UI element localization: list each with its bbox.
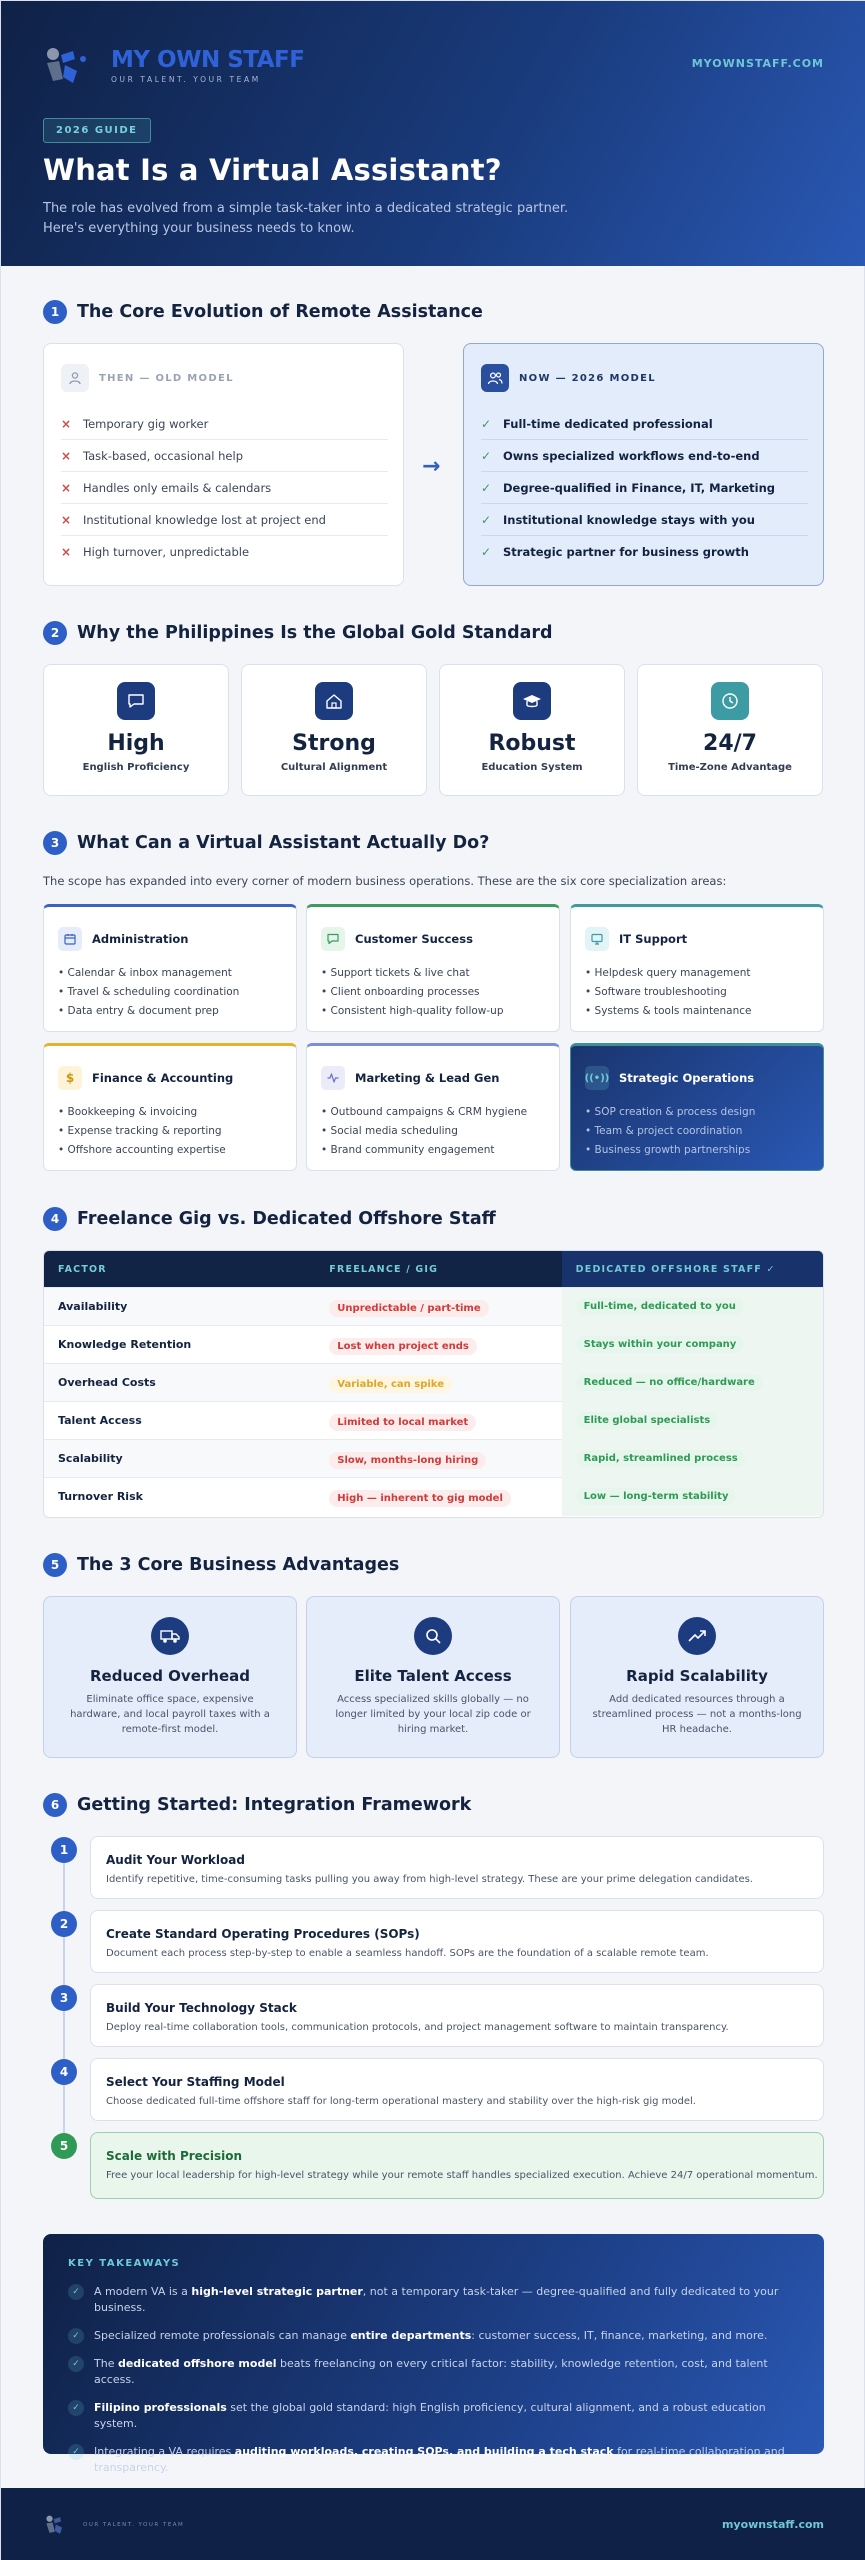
- chat-icon: [321, 927, 345, 951]
- table-row: [44, 1287, 823, 1325]
- step-title: Scale with Precision: [106, 2149, 243, 2163]
- activity-icon: [321, 1066, 345, 1090]
- step-card: [90, 1910, 824, 1973]
- brand-logo[interactable]: [43, 45, 304, 87]
- step-card: [90, 1836, 824, 1899]
- column-header: FREELANCE / GIG: [329, 1263, 439, 1275]
- cross-icon: ×: [61, 448, 72, 463]
- step-card: [90, 2058, 824, 2121]
- advantage-card: [570, 1596, 824, 1758]
- list-item: × Task-based, occasional help: [61, 440, 388, 472]
- section-title: What Can a Virtual Assistant Actually Do?: [77, 833, 490, 853]
- site-link[interactable]: MYOWNSTAFF.COM: [691, 57, 824, 70]
- check-icon: ✓: [481, 545, 492, 559]
- table-row: [44, 1363, 823, 1401]
- cross-icon: ×: [61, 512, 72, 527]
- hero-header: [1, 1, 865, 266]
- stat-label: Time-Zone Advantage: [668, 762, 792, 773]
- list-item: • Travel & scheduling coordination: [58, 986, 239, 1005]
- list-item: • Team & project coordination: [585, 1125, 755, 1144]
- footer: [1, 2488, 865, 2560]
- column-header: FACTOR: [58, 1263, 107, 1275]
- logo-mark-icon: [43, 2514, 77, 2536]
- footer-site-link[interactable]: myownstaff.com: [721, 2518, 824, 2531]
- table-row: [44, 1401, 823, 1439]
- service-title: IT Support: [619, 932, 688, 946]
- arrow-right-icon: →: [422, 454, 441, 479]
- section-2-heading: [43, 621, 553, 645]
- section-number: 1: [43, 300, 67, 324]
- factor-cell: Scalability: [58, 1452, 123, 1465]
- trend-up-icon: [678, 1617, 716, 1655]
- cross-icon: ×: [61, 416, 72, 431]
- section-number: 2: [43, 621, 67, 645]
- advantage-title: Elite Talent Access: [354, 1667, 512, 1685]
- check-icon: ✓: [68, 2400, 84, 2416]
- step-number: 1: [51, 1837, 77, 1863]
- monitor-icon: [585, 927, 609, 951]
- takeaways-list: [68, 2284, 798, 2488]
- comparison-table: [43, 1250, 824, 1518]
- list-item: ✓ Institutional knowledge stays with you: [481, 504, 808, 536]
- step-desc: Deploy real-time collaboration tools, communication protocols, and project management software to maintain transparency.: [106, 2022, 729, 2033]
- logo-mark-icon: [43, 45, 103, 87]
- advantage-card: [43, 1596, 297, 1758]
- list-item: • Data entry & document prep: [58, 1005, 239, 1024]
- gig-value: Variable, can spike: [329, 1376, 452, 1393]
- footer-logo[interactable]: [43, 2514, 184, 2536]
- service-card-marketing: [306, 1043, 560, 1171]
- list-item: • Systems & tools maintenance: [585, 1005, 752, 1024]
- gig-value: High — inherent to gig model: [329, 1490, 511, 1507]
- now-list: [481, 408, 808, 568]
- check-icon: ✓: [481, 416, 492, 431]
- staff-value: Rapid, streamlined process: [576, 1450, 746, 1467]
- column-header: DEDICATED OFFSHORE STAFF ✓: [562, 1251, 823, 1287]
- service-card-finance: [43, 1043, 297, 1171]
- user-icon: [61, 364, 89, 392]
- page-subtitle: The role has evolved from a simple task-taker into a dedicated strategic partner. Here's everything your business needs to know.: [43, 201, 569, 236]
- list-item: • Consistent high-quality follow-up: [321, 1005, 504, 1024]
- section-number: 4: [43, 1207, 67, 1231]
- staff-value: Elite global specialists: [576, 1412, 719, 1429]
- gig-value: Lost when project ends: [329, 1338, 477, 1355]
- advantage-title: Rapid Scalability: [626, 1667, 768, 1685]
- step-number: 3: [51, 1985, 77, 2011]
- step-desc: Choose dedicated full-time offshore staff for long-term operational mastery and stability over the high-risk gig model.: [106, 2096, 696, 2107]
- advantage-desc: Add dedicated resources through a streamlined process — not a months-long HR headache.: [592, 1694, 802, 1735]
- check-icon: ✓: [68, 2284, 84, 2300]
- search-icon: [414, 1617, 452, 1655]
- list-item: • Helpdesk query management: [585, 967, 752, 986]
- section-title: Freelance Gig vs. Dedicated Offshore Staff: [77, 1209, 496, 1229]
- table-row: [44, 1325, 823, 1363]
- service-card-strategic-ops: [570, 1043, 824, 1171]
- step-title: Select Your Staffing Model: [106, 2075, 285, 2089]
- then-label: THEN — OLD MODEL: [99, 372, 234, 384]
- clock-icon: [711, 682, 749, 720]
- now-label: NOW — 2026 MODEL: [519, 372, 656, 384]
- then-model-card: [43, 343, 404, 586]
- list-item: • Calendar & inbox management: [58, 967, 239, 986]
- check-icon: ✓: [481, 448, 492, 463]
- footer-tagline: OUR TALENT. YOUR TEAM: [83, 2522, 185, 2528]
- table-header: [44, 1251, 823, 1287]
- list-item: • Software troubleshooting: [585, 986, 752, 1005]
- truck-icon: [151, 1617, 189, 1655]
- section-4-heading: [43, 1207, 496, 1231]
- table-row: [44, 1439, 823, 1477]
- list-item: ✓ Degree-qualified in Finance, IT, Marketing: [481, 472, 808, 504]
- chat-icon: [117, 682, 155, 720]
- takeaway-item: ✓ A modern VA is a high-level strategic partner, not a temporary task-taker — degree-qualified and fully dedicated to your business.: [68, 2284, 798, 2316]
- factor-cell: Turnover Risk: [58, 1490, 143, 1503]
- section-6-heading: [43, 1793, 471, 1817]
- step-title: Create Standard Operating Procedures (SOPs): [106, 1927, 420, 1941]
- service-title: Customer Success: [355, 932, 473, 946]
- brand-tagline: OUR TALENT. YOUR TEAM: [111, 74, 261, 84]
- list-item: • Social media scheduling: [321, 1125, 527, 1144]
- service-card-it-support: [570, 904, 824, 1032]
- cross-icon: ×: [61, 480, 72, 495]
- list-item: • Bookkeeping & invoicing: [58, 1106, 226, 1125]
- now-model-card: [463, 343, 824, 586]
- list-item: • Brand community engagement: [321, 1144, 527, 1163]
- check-icon: ✓: [68, 2328, 84, 2344]
- step-desc: Free your local leadership for high-level strategy while your remote staff handles specialized execution. Achieve 24/7 operational momentum.: [106, 2170, 818, 2181]
- service-title: Finance & Accounting: [92, 1071, 234, 1085]
- factor-cell: Availability: [58, 1300, 128, 1313]
- list-item: ✓ Strategic partner for business growth: [481, 545, 749, 559]
- list-item: • Client onboarding processes: [321, 986, 504, 1005]
- calendar-icon: [58, 927, 82, 951]
- step-card: [90, 2132, 824, 2199]
- list-item: • Outbound campaigns & CRM hygiene: [321, 1106, 527, 1125]
- step-number: 5: [51, 2133, 77, 2159]
- gig-value: Unpredictable / part-time: [329, 1300, 488, 1317]
- list-item: • Offshore accounting expertise: [58, 1144, 226, 1163]
- section-1-heading: [43, 300, 483, 324]
- section-title: Why the Philippines Is the Global Gold Standard: [77, 623, 553, 643]
- check-icon: ✓: [481, 480, 492, 495]
- list-item: • SOP creation & process design: [585, 1106, 755, 1125]
- section-number: 5: [43, 1553, 67, 1577]
- section-title: Getting Started: Integration Framework: [77, 1795, 472, 1815]
- service-title: Strategic Operations: [619, 1071, 755, 1085]
- advantage-desc: Eliminate office space, expensive hardware, and local payroll taxes with a remote-first model.: [70, 1694, 270, 1735]
- section-title: The Core Evolution of Remote Assistance: [77, 302, 483, 322]
- step-desc: Identify repetitive, time-consuming tasks pulling you away from high-level strategy. These are your prime delegation candidates.: [106, 1874, 753, 1885]
- section-intro: The scope has expanded into every corner of modern business operations. These are the six core specialization areas:: [43, 874, 727, 888]
- takeaway-item: ✓ Specialized remote professionals can manage entire departments: customer success, IT, finance, marketing, and more.: [68, 2328, 798, 2344]
- staff-value: Stays within your company: [576, 1336, 745, 1353]
- advantage-card: [306, 1596, 560, 1758]
- list-item: ✓ Owns specialized workflows end-to-end: [481, 440, 808, 472]
- stat-card: [637, 664, 823, 796]
- home-icon: [315, 682, 353, 720]
- takeaway-item: ✓ Integrating a VA requires auditing workloads, creating SOPs, and building a tech stack for real-time collaboration and transparency.: [68, 2444, 798, 2476]
- staff-value: Reduced — no office/hardware: [576, 1374, 763, 1391]
- gig-value: Limited to local market: [329, 1414, 476, 1431]
- stat-value: 24/7: [703, 731, 757, 756]
- list-item: × Handles only emails & calendars: [61, 472, 388, 504]
- step-number: 4: [51, 2059, 77, 2085]
- takeaways-title: KEY TAKEAWAYS: [68, 2258, 181, 2269]
- list-item: × Institutional knowledge lost at project end: [61, 504, 388, 536]
- cross-icon: ×: [61, 545, 72, 559]
- dollar-icon: $: [58, 1066, 82, 1090]
- stat-value: High: [107, 731, 165, 756]
- brand-name: MY OWN STAFF: [111, 46, 305, 73]
- check-icon: ✓: [68, 2444, 84, 2460]
- advantage-desc: Access specialized skills globally — no longer limited by your local zip code or hiring market.: [335, 1694, 531, 1735]
- factor-cell: Knowledge Retention: [58, 1338, 192, 1351]
- service-card-customer-success: [306, 904, 560, 1032]
- check-icon: ✓: [68, 2356, 84, 2372]
- step-number: 2: [51, 1911, 77, 1937]
- list-item: ✓ Full-time dedicated professional: [481, 408, 808, 440]
- factor-cell: Talent Access: [58, 1414, 142, 1427]
- stat-value: Strong: [292, 731, 376, 756]
- page-title: What Is a Virtual Assistant?: [43, 153, 502, 187]
- step-title: Audit Your Workload: [106, 1853, 245, 1867]
- advantage-title: Reduced Overhead: [90, 1667, 250, 1685]
- list-item: × High turnover, unpredictable: [61, 545, 250, 559]
- section-3-heading: [43, 831, 489, 855]
- graduation-cap-icon: [513, 682, 551, 720]
- step-title: Build Your Technology Stack: [106, 2001, 297, 2015]
- stat-card: [241, 664, 427, 796]
- stat-value: Robust: [488, 731, 576, 756]
- section-number: 6: [43, 1793, 67, 1817]
- stat-card: [439, 664, 625, 796]
- service-card-administration: [43, 904, 297, 1032]
- section-title: The 3 Core Business Advantages: [77, 1555, 400, 1575]
- list-item: • Expense tracking & reporting: [58, 1125, 226, 1144]
- factor-cell: Overhead Costs: [58, 1376, 156, 1389]
- key-takeaways-panel: [43, 2234, 824, 2474]
- list-item: • Support tickets & live chat: [321, 967, 504, 986]
- takeaway-item: ✓ The dedicated offshore model beats freelancing on every critical factor: stability, knowledge retention, cost, and talent access.: [68, 2356, 798, 2388]
- section-5-heading: [43, 1553, 399, 1577]
- service-title: Marketing & Lead Gen: [355, 1071, 500, 1085]
- list-item: × Temporary gig worker: [61, 408, 388, 440]
- service-title: Administration: [92, 932, 189, 946]
- stat-label: Cultural Alignment: [280, 762, 388, 773]
- check-icon: ✓: [481, 512, 492, 527]
- gig-value: Slow, months-long hiring: [329, 1452, 486, 1469]
- broadcast-icon: ((•)): [585, 1066, 609, 1090]
- step-card: [90, 1984, 824, 2047]
- users-icon: [481, 364, 509, 392]
- step-desc: Document each process step-by-step to enable a seamless handoff. SOPs are the foundation of a scalable remote team.: [106, 1948, 709, 1959]
- stat-label: Education System: [481, 762, 583, 773]
- staff-value: Full-time, dedicated to you: [576, 1298, 744, 1315]
- section-number: 3: [43, 831, 67, 855]
- takeaway-item: ✓ Filipino professionals set the global gold standard: high English proficiency, cultural alignment, and a robust education system.: [68, 2400, 798, 2432]
- then-list: [61, 408, 388, 568]
- stat-label: English Proficiency: [82, 762, 190, 773]
- staff-value: Low — long-term stability: [576, 1488, 737, 1505]
- stat-card: [43, 664, 229, 796]
- table-row: [44, 1477, 823, 1515]
- guide-badge: 2026 GUIDE: [43, 118, 151, 143]
- list-item: • Business growth partnerships: [585, 1144, 755, 1163]
